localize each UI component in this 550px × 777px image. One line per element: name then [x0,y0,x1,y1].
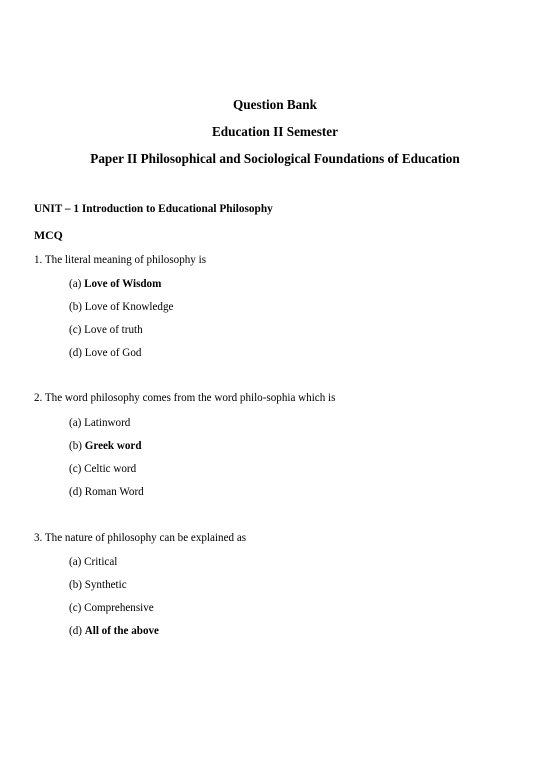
correct-answer: Love of Wisdom [84,278,162,290]
unit-heading: UNIT – 1 Introduction to Educational Philosophy [34,203,273,215]
page-title: Question Bank [233,97,317,112]
answer-option: (c) Celtic word [69,463,137,475]
section-type-heading: MCQ [34,228,63,242]
question-text: 1. The literal meaning of philosophy is [34,254,207,266]
question-text: 2. The word philosophy comes from the word philo-sophia which is [34,392,336,404]
answer-option: (a) Critical [69,556,118,568]
answer-option: (d) All of the above [69,625,159,637]
answer-option: (c) Comprehensive [69,602,154,614]
paper-title: Paper II Philosophical and Sociological Foundations of Education [90,151,460,166]
answer-option: (c) Love of truth [69,324,143,336]
page-subtitle: Education II Semester [211,124,338,139]
answer-option: (d) Love of God [69,347,142,359]
correct-answer: All of the above [84,625,159,637]
question-text: 3. The nature of philosophy can be explained as [34,532,247,544]
correct-answer: Greek word [84,440,142,452]
answer-option: (b) Synthetic [69,579,127,591]
answer-option: (a) Latinword [69,417,131,429]
answer-option: (d) Roman Word [69,486,144,498]
answer-option: (b) Greek word [69,440,142,452]
answer-option: (a) Love of Wisdom [69,278,162,290]
answer-option: (b) Love of Knowledge [69,301,174,313]
